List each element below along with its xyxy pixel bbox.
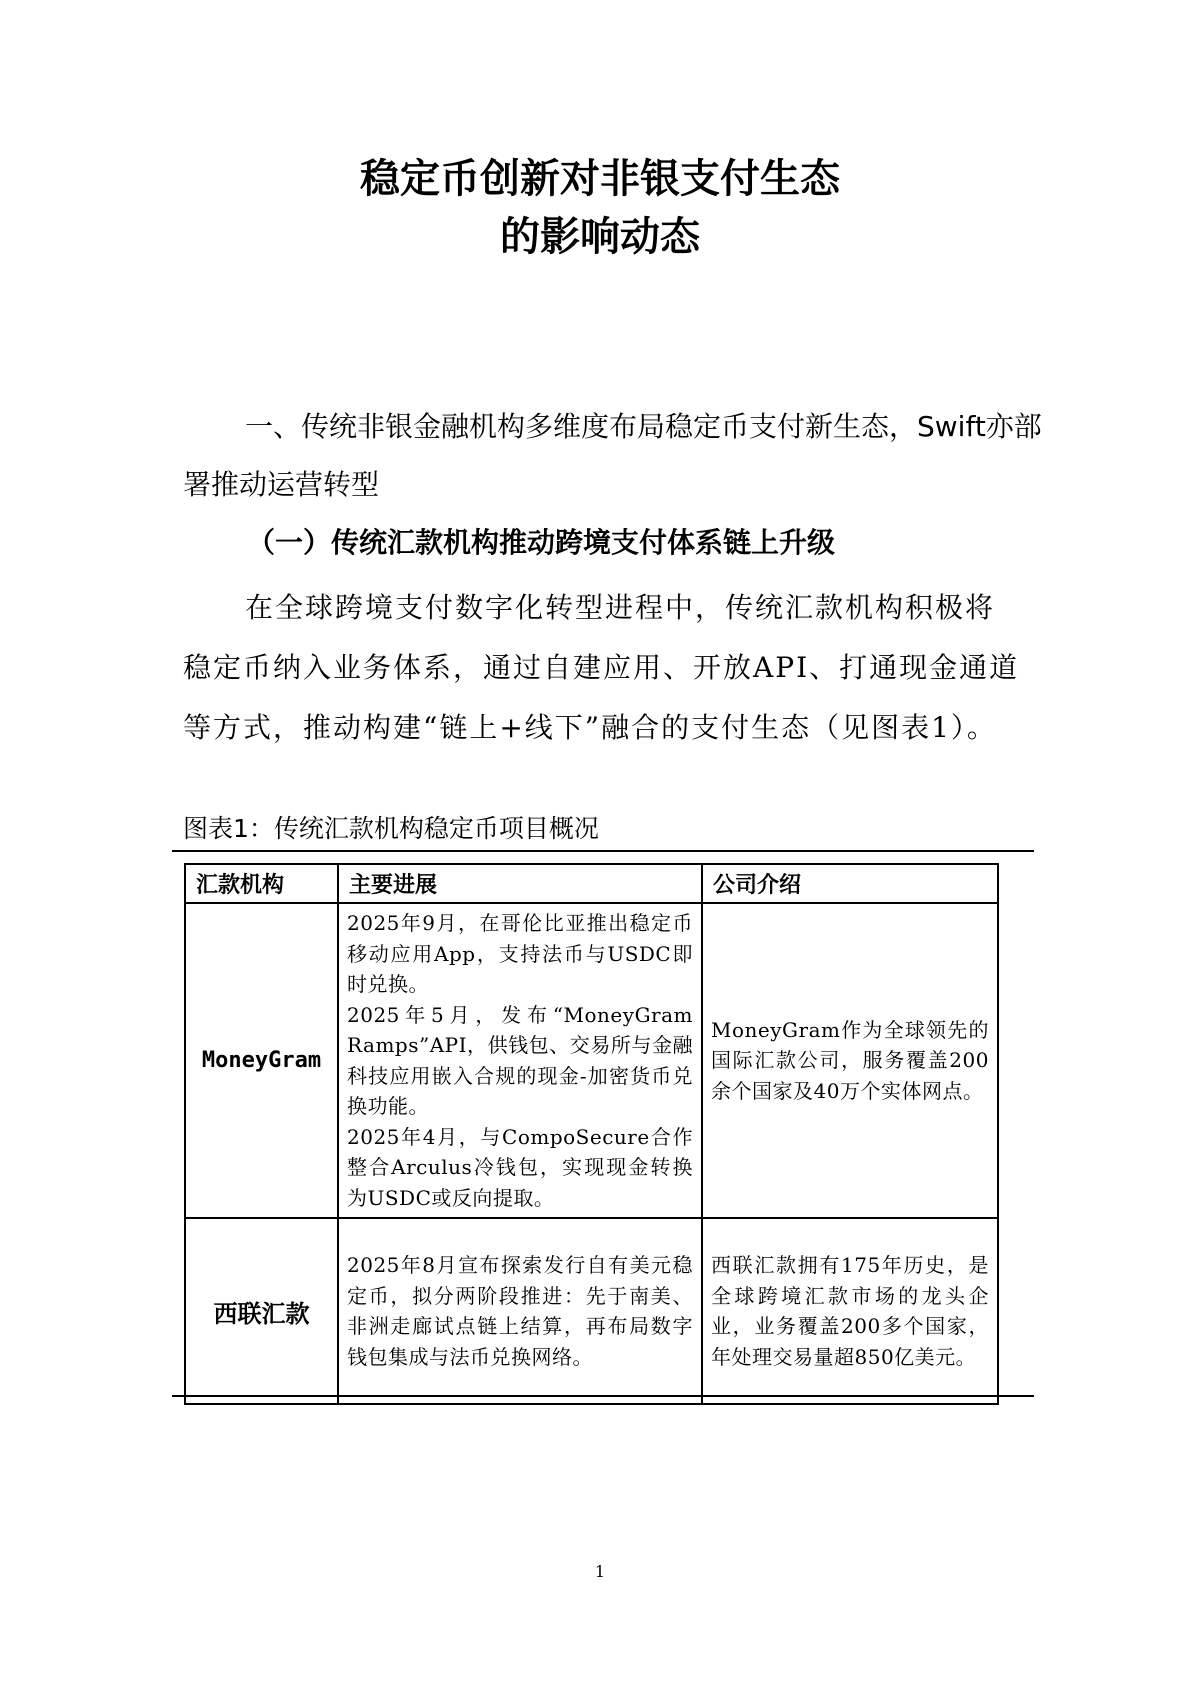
table-bottom-rule bbox=[172, 1395, 1034, 1397]
document-title bbox=[0, 150, 1200, 266]
progress-cell bbox=[338, 1218, 702, 1404]
progress-item: 2025年5月，发布“MoneyGram Ramps”API，供钱包、交易所与金融科技应用嵌入合规的现金-加密货币兑换功能。 bbox=[347, 1002, 693, 1118]
section-heading: 一、传统非银金融机构多维度布局稳定币支付新生态，Swift亦部署推动运营转型 bbox=[183, 410, 1042, 501]
progress-item: 2025年4月，与CompoSecure合作整合Arculus冷钱包，实现现金转换为USDC或反向提取。 bbox=[347, 1124, 693, 1210]
figure-caption: 图表1：传统汇款机构稳定币项目概况 bbox=[183, 814, 599, 843]
institution-cell: 西联汇款 bbox=[185, 1218, 338, 1404]
header-institution: 汇款机构 bbox=[185, 864, 338, 903]
progress-item: 2025年8月宣布探索发行自有美元稳定币，拟分两阶段推进：先于南美、非洲走廊试点链上结算，再布局数字钱包集成与法币兑换网络。 bbox=[347, 1253, 693, 1369]
subsection-heading: （一）传统汇款机构推动跨境支付体系链上升级 bbox=[247, 526, 836, 559]
header-intro: 公司介绍 bbox=[702, 864, 998, 903]
table-top-rule bbox=[172, 850, 1034, 852]
body-paragraph: 在全球跨境支付数字化转型进程中，传统汇款机构积极将稳定币纳入业务体系，通过自建应用、开放API、打通现金通道等方式，推动构建“链上+线下”融合的支付生态（见图表1）。 bbox=[183, 591, 1020, 744]
table-row bbox=[185, 1218, 998, 1404]
progress-item: 2025年9月，在哥伦比亚推出稳定币移动应用App，支持法币与USDC即时兑换。 bbox=[347, 911, 693, 996]
progress-cell bbox=[338, 903, 702, 1218]
intro-cell: MoneyGram作为全球领先的国际汇款公司，服务覆盖200余个国家及40万个实体网点。 bbox=[702, 903, 998, 1218]
header-progress: 主要进展 bbox=[338, 864, 702, 903]
page-number: 1 bbox=[594, 1562, 606, 1581]
intro-cell: 西联汇款拥有175年历史，是全球跨境汇款市场的龙头企业，业务覆盖200多个国家，年处理交易量超850亿美元。 bbox=[702, 1218, 998, 1404]
institution-cell: MoneyGram bbox=[185, 903, 338, 1218]
table-row bbox=[185, 903, 998, 1218]
document-title-line-2: 的影响动态 bbox=[500, 214, 700, 260]
document-title-line-1: 稳定币创新对非银支付生态 bbox=[360, 156, 840, 202]
table-header-row bbox=[185, 864, 998, 903]
remittance-projects-table bbox=[184, 863, 999, 1405]
